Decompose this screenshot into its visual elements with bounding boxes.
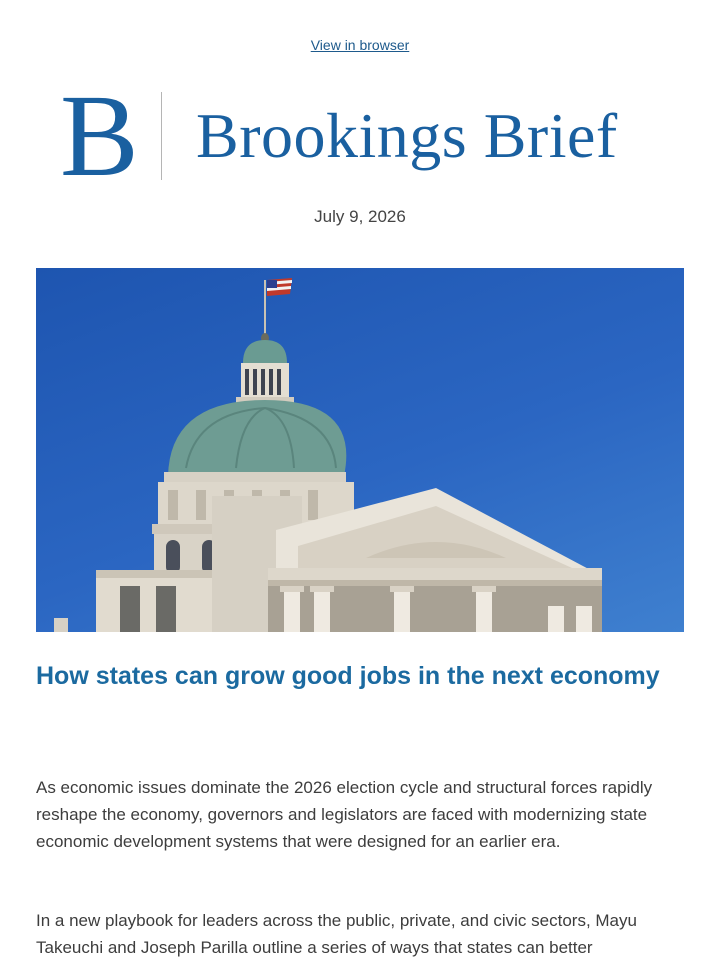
view-in-browser-bar xyxy=(0,37,720,53)
masthead-logo[interactable] xyxy=(60,70,670,201)
logo-divider xyxy=(161,92,162,180)
capitol-building-illustration xyxy=(36,268,684,632)
logo-letter: B xyxy=(60,70,139,201)
article-headline[interactable]: How states can grow good jobs in the next economy xyxy=(36,662,660,690)
issue-date: July 9, 2026 xyxy=(314,207,406,226)
view-in-browser-link[interactable]: View in browser xyxy=(310,37,410,53)
article-paragraph: In a new playbook for leaders across the public, private, and civic sectors, Mayu Takeuchi and Joseph Parilla outline a series of ways that states can better xyxy=(36,911,637,957)
article-paragraph: As economic issues dominate the 2026 election cycle and structural forces rapidly reshape the economy, governors and legislators are faced with modernizing state economic development systems that were designed for an earlier era. xyxy=(36,778,653,851)
brand-name: Brookings Brief xyxy=(196,100,618,171)
flag-icon xyxy=(267,278,292,296)
hero-image[interactable] xyxy=(36,268,684,632)
